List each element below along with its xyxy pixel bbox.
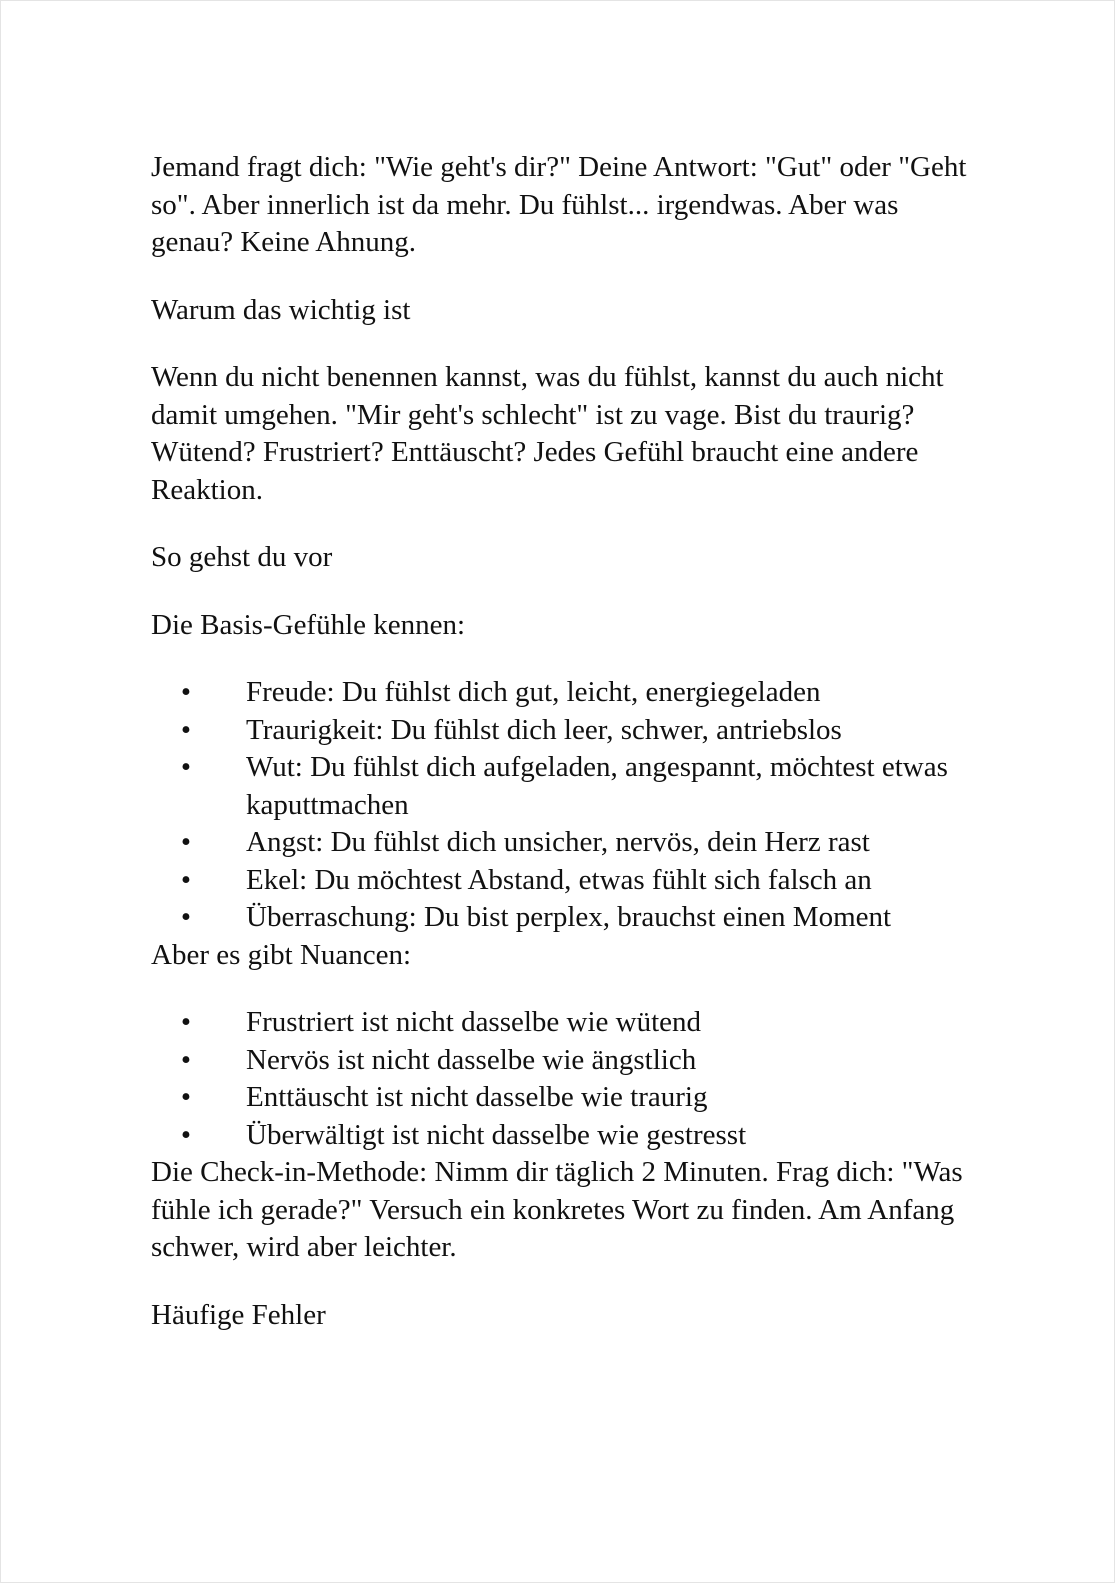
list-item xyxy=(151,1004,981,1042)
bullet-icon: • xyxy=(180,1118,192,1151)
list-item-text: Angst: Du fühlst dich unsicher, nervös, dein Herz rast xyxy=(246,826,870,858)
heading-why-important: Warum das wichtig ist xyxy=(151,293,411,326)
nuances-list xyxy=(151,1004,981,1154)
list-item-text: Wut: Du fühlst dich aufgeladen, angespannt, möchtest etwas kaputtmachen xyxy=(246,751,948,821)
bullet-icon: • xyxy=(180,901,192,933)
bullet-icon: • xyxy=(180,1006,192,1038)
list-item-text: Überraschung: Du bist perplex, brauchst einen Moment xyxy=(246,901,892,933)
list-item xyxy=(151,749,981,824)
list-item-text: Nervös ist nicht dasselbe wie ängstlich xyxy=(246,1043,697,1076)
bullet-icon: • xyxy=(180,863,192,896)
document-content xyxy=(151,149,981,1334)
list-item-text: Traurigkeit: Du fühlst dich leer, schwer, antriebslos xyxy=(246,713,842,746)
list-item xyxy=(151,1042,981,1080)
list-item xyxy=(151,899,981,937)
basis-feelings-intro: Die Basis-Gefühle kennen: xyxy=(151,608,466,641)
list-item-text: Frustriert ist nicht dasselbe wie wütend xyxy=(246,1006,702,1038)
bullet-icon: • xyxy=(180,826,192,858)
bullet-icon: • xyxy=(180,1081,192,1113)
intro-paragraph: Jemand fragt dich: "Wie geht's dir?" Deine Antwort: "Gut" oder "Geht so". Aber innerlich ist da mehr. Du fühlst... irgendwas. Aber was genau? Keine Ahnung. xyxy=(151,151,967,258)
list-item xyxy=(151,824,981,862)
why-paragraph: Wenn du nicht benennen kannst, was du fühlst, kannst du auch nicht damit umgehen. "Mir geht's schlecht" ist zu vage. Bist du traurig? Wütend? Frustriert? Enttäuscht? Jedes Gefühl braucht eine andere Reaktion. xyxy=(151,361,944,506)
list-item xyxy=(151,862,981,900)
bullet-icon: • xyxy=(180,1043,192,1076)
bullet-icon: • xyxy=(180,713,192,746)
heading-how-to: So gehst du vor xyxy=(151,541,333,573)
bullet-icon: • xyxy=(180,751,192,783)
list-item xyxy=(151,1079,981,1117)
list-item-text: Enttäuscht ist nicht dasselbe wie traurig xyxy=(246,1081,708,1113)
basis-feelings-list xyxy=(151,674,981,937)
list-item xyxy=(151,674,981,712)
bullet-icon: • xyxy=(180,676,192,708)
checkin-paragraph: Die Check-in-Methode: Nimm dir täglich 2 Minuten. Frag dich: "Was fühle ich gerade?" Versuch ein konkretes Wort zu finden. Am Anfang schwer, wird aber leichter. xyxy=(151,1156,963,1263)
heading-common-mistakes: Häufige Fehler xyxy=(151,1298,326,1331)
list-item-text: Ekel: Du möchtest Abstand, etwas fühlt sich falsch an xyxy=(246,863,872,896)
list-item xyxy=(151,712,981,750)
list-item xyxy=(151,1117,981,1155)
list-item-text: Überwältigt ist nicht dasselbe wie gestresst xyxy=(246,1118,747,1151)
list-item-text: Freude: Du fühlst dich gut, leicht, energiegeladen xyxy=(246,676,821,708)
nuances-intro: Aber es gibt Nuancen: xyxy=(151,938,412,971)
